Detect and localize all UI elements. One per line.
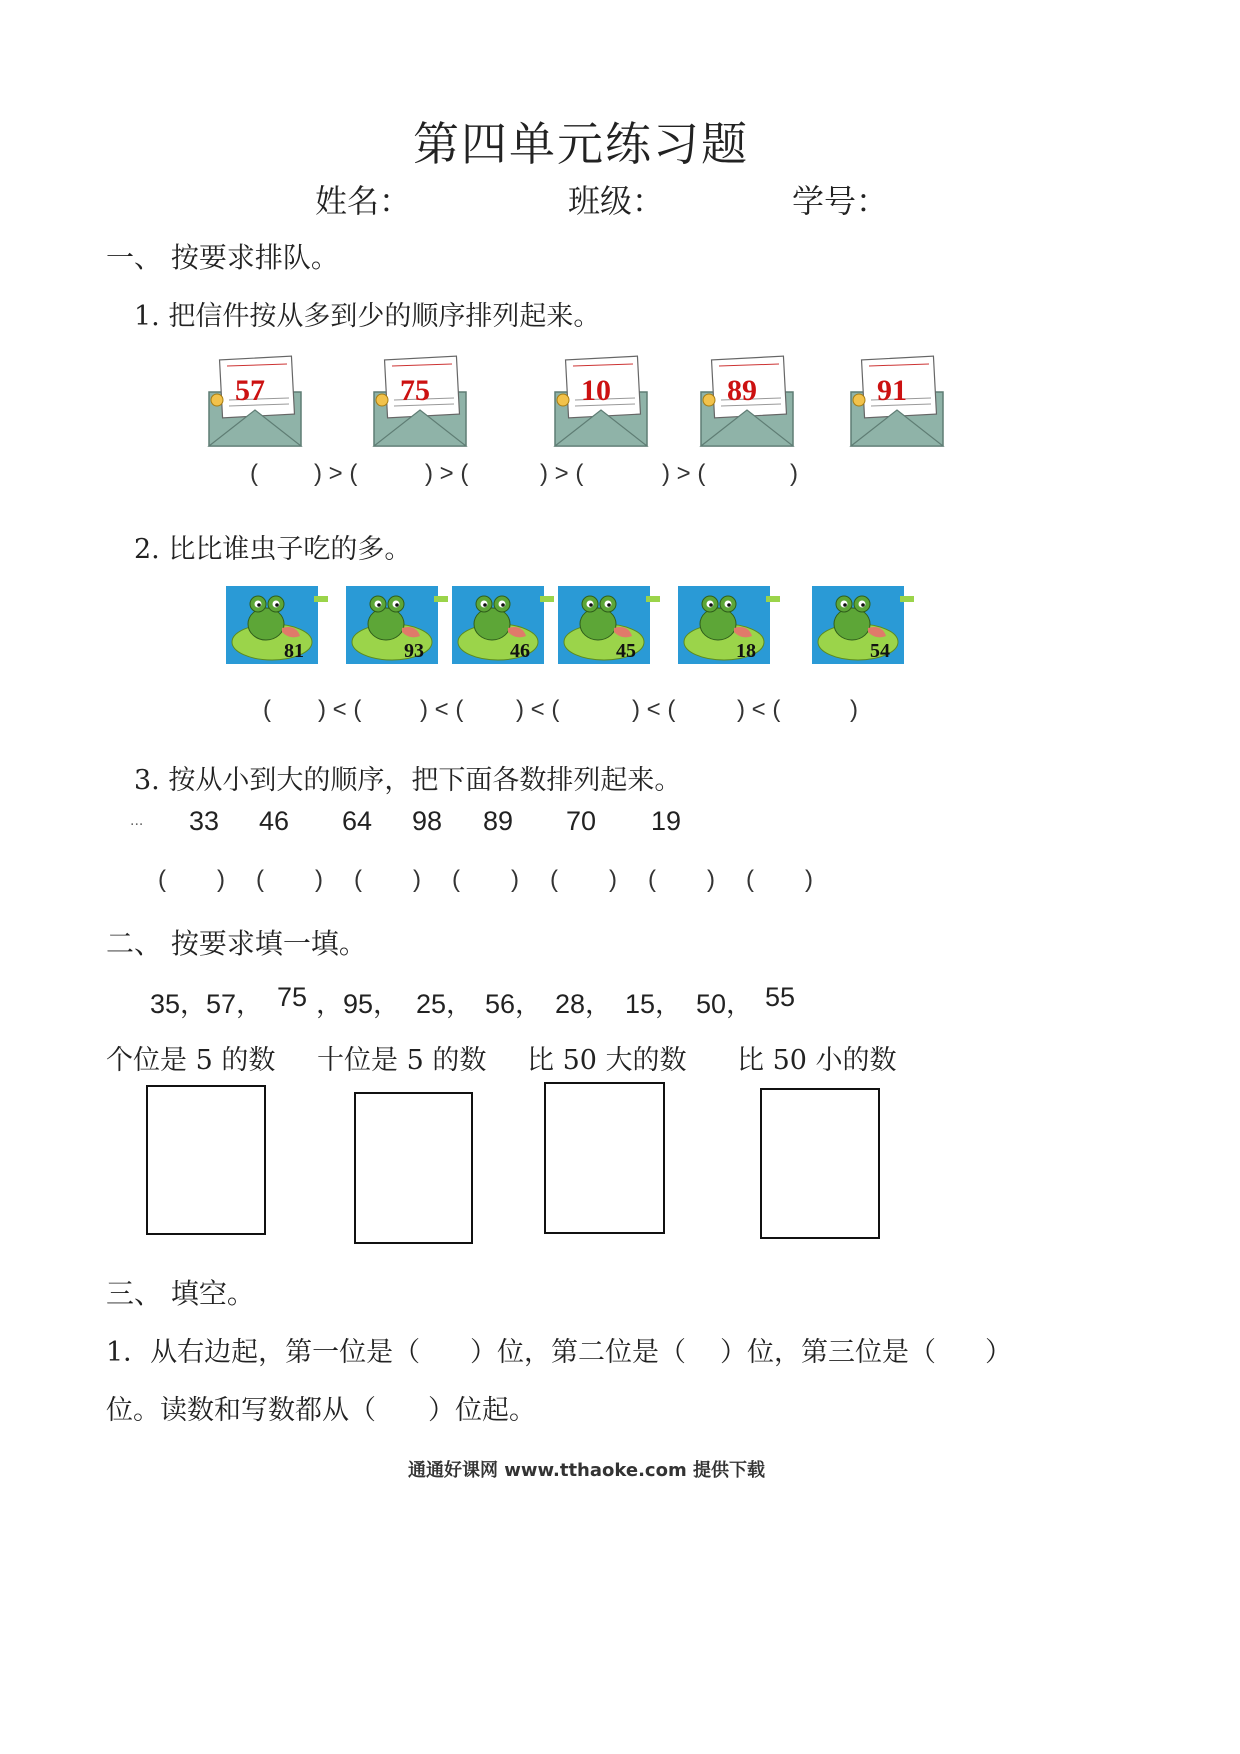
q3-number: 70 xyxy=(566,806,597,836)
q3-blank: ( xyxy=(746,866,754,893)
s2-number: 57， xyxy=(206,989,264,1019)
q3-number: 46 xyxy=(259,806,290,836)
letter-envelope xyxy=(551,352,657,452)
s2-number: 56， xyxy=(485,989,543,1019)
s2-number: ，95， xyxy=(316,989,401,1019)
section2-heading: 二、 按要求填一填。 xyxy=(106,927,367,960)
letter-number: 10 xyxy=(581,374,611,407)
q3-blank: ( xyxy=(158,866,166,893)
s2-number: 28， xyxy=(555,989,613,1019)
s2-number: 55 xyxy=(765,982,796,1012)
q1-blank-4: ) > ( xyxy=(662,460,706,487)
frog-number: 81 xyxy=(284,640,304,662)
section1-heading: 一、 按要求排队。 xyxy=(106,241,339,274)
frog-card xyxy=(226,580,328,672)
q1-text: 1. 把信件按从多到少的顺序排列起来。 xyxy=(134,301,601,332)
q2-text: 2. 比比谁虫子吃的多。 xyxy=(134,534,412,565)
frog-icon xyxy=(812,580,914,672)
category-label-greater-50: 比 50 大的数 xyxy=(527,1045,687,1076)
s3-q1-line2-part: ）位起。 xyxy=(428,1395,536,1426)
letter-envelope xyxy=(370,352,476,452)
q3-blank: ( xyxy=(256,866,264,893)
page-title: 第四单元练习题 xyxy=(413,117,749,171)
frog-number: 18 xyxy=(736,640,756,662)
name-label: 姓名： xyxy=(315,182,412,220)
frog-card xyxy=(558,580,660,672)
q3-blank: ) xyxy=(413,866,421,893)
frog-number: 46 xyxy=(510,640,530,662)
letter-number: 75 xyxy=(400,374,430,407)
frog-icon xyxy=(226,580,328,672)
frog-card xyxy=(678,580,780,672)
letter-number: 89 xyxy=(727,374,757,407)
frog-number: 54 xyxy=(870,640,890,662)
q2-blank-4: ) < ( xyxy=(632,696,676,723)
s3-q1-part: ） xyxy=(985,1337,1012,1368)
s3-q1-part: 1．从右边起，第一位是（ xyxy=(106,1337,421,1368)
footer-credit: 通通好课网 www.tthaoke.com 提供下载 xyxy=(408,1460,765,1481)
student-id-label: 学号： xyxy=(792,182,889,220)
s3-q1-part: ）位，第二位是（ xyxy=(470,1337,686,1368)
q3-blank: ( xyxy=(354,866,362,893)
frog-card xyxy=(346,580,448,672)
s2-number: 15， xyxy=(625,989,683,1019)
q3-dots: ... xyxy=(130,812,144,829)
frog-icon xyxy=(452,580,554,672)
answer-box-ones-5[interactable] xyxy=(146,1085,266,1235)
q1-blank-5: ) xyxy=(790,460,798,487)
q3-number: 19 xyxy=(651,806,682,836)
s2-number: 50， xyxy=(696,989,754,1019)
letter-number: 91 xyxy=(877,374,907,407)
category-label-tens-5: 十位是 5 的数 xyxy=(317,1045,487,1076)
q3-number: 64 xyxy=(342,806,373,836)
frog-number: 93 xyxy=(404,640,424,662)
s2-number: 25， xyxy=(416,989,474,1019)
q2-blank-5: ) < ( xyxy=(737,696,781,723)
s2-number: 35， xyxy=(150,989,208,1019)
q2-blank-2: ) < ( xyxy=(420,696,464,723)
q3-blank: ( xyxy=(452,866,460,893)
answer-box-less-50[interactable] xyxy=(760,1088,880,1239)
letter-number: 57 xyxy=(235,374,265,407)
q3-number: 89 xyxy=(483,806,514,836)
class-label: 班级： xyxy=(568,182,665,220)
q3-number: 98 xyxy=(412,806,443,836)
category-label-less-50: 比 50 小的数 xyxy=(737,1045,897,1076)
q2-blank-1: ) < ( xyxy=(318,696,362,723)
frog-icon xyxy=(558,580,660,672)
q3-blank: ) xyxy=(805,866,813,893)
q2-blank-3: ) < ( xyxy=(516,696,560,723)
answer-box-greater-50[interactable] xyxy=(544,1082,665,1234)
q1-blank-3: ) > ( xyxy=(540,460,584,487)
letter-envelope xyxy=(847,352,953,452)
q3-number: 33 xyxy=(189,806,220,836)
letter-envelope xyxy=(205,352,311,452)
q3-blank: ) xyxy=(315,866,323,893)
frog-icon xyxy=(346,580,448,672)
q2-blank-6: ) xyxy=(850,696,858,723)
q3-blank: ) xyxy=(217,866,225,893)
q3-text: 3. 按从小到大的顺序，把下面各数排列起来。 xyxy=(134,765,682,796)
letter-envelope xyxy=(697,352,803,452)
q3-blank: ( xyxy=(648,866,656,893)
q1-blank-2: ) > ( xyxy=(425,460,469,487)
answer-box-tens-5[interactable] xyxy=(354,1092,473,1244)
q1-blank-0: ( xyxy=(250,460,258,487)
q1-blank-1: ) > ( xyxy=(314,460,358,487)
frog-card xyxy=(812,580,914,672)
q3-blank: ) xyxy=(609,866,617,893)
s3-q1-line2-part: 位。读数和写数都从（ xyxy=(106,1395,376,1426)
frog-card xyxy=(452,580,554,672)
frog-number: 45 xyxy=(616,640,636,662)
q3-blank: ) xyxy=(707,866,715,893)
frog-icon xyxy=(678,580,780,672)
category-label-ones-5: 个位是 5 的数 xyxy=(106,1045,276,1076)
q3-blank: ( xyxy=(550,866,558,893)
s2-number: 75 xyxy=(277,982,308,1012)
s3-q1-part: ）位，第三位是（ xyxy=(720,1337,936,1368)
q3-blank: ) xyxy=(511,866,519,893)
section3-heading: 三、 填空。 xyxy=(106,1277,255,1310)
q2-blank-0: ( xyxy=(263,696,271,723)
